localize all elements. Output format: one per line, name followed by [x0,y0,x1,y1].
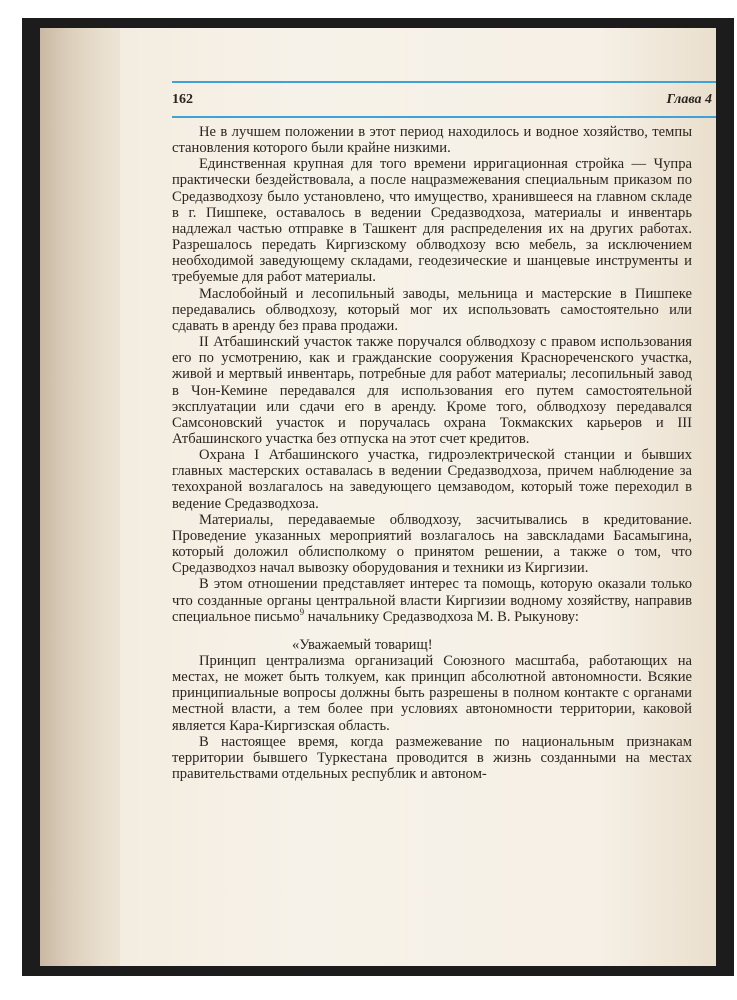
paragraph: Материалы, передаваемые облводхозу, засчитывались в кредитование. Проведение указанных мероприятий возлагалось на завскладами Басамыгина, который доложил облисполкому о принятом решении, а также о том, что Средазводхоз начал вывозку оборудования и техники из Киргизии. [172,511,692,577]
running-header [172,90,716,112]
page-number: 162 [172,92,193,107]
header-rule-top [172,81,716,83]
quote-paragraph: Принцип централизма организаций Союзного масштаба, работающих на местах, не может быть толкуем, как принцип абсолютной автономности. Всякие принципиальные вопросы должны быть разрешены в полном контакте с органами местной власти, а тем более при условиях автономности территории, каковой является Кара-Киргизская область. [172,653,692,734]
paragraph: Не в лучшем положении в этот период находилось и водное хозяйство, темпы становления которого были крайне низкими. [172,124,692,157]
quote-heading: «Уважаемый товарищ! [292,636,433,653]
book-page [120,28,716,966]
header-rule-bottom [172,116,716,118]
paragraph: Маслобойный и лесопильный заводы, мельница и мастерские в Пишпеке передавались облводхозу, который мог их использовать самостоятельно или сдавать в аренду без права продажи. [172,285,692,334]
letter-intro-tail: начальнику Средазводхоза М. В. Рыкунову: [304,608,579,625]
paragraph: Единственная крупная для того времени ирригационная стройка — Чупра практически бездействовала, а после нацразмежевания специальным приказом по Средазводхозу было установлено, что имущество, хранившееся на главном складе в г. Пишпеке, оставалось в ведении Средазводхоза, материалы и инвентарь надлежал частью отправке в Ташкент для распределения их на других работах. Разрешалось передать Киргизскому облводхозу всю мебель, за исключением необходимой заведующему складами, геодезические и шанцевые инструменты и требуемые для работ материалы. [172,156,692,286]
paragraph: Охрана I Атбашинского участка, гидроэлектрической станции и бывших главных мастерских оставалась в ведении Средазводхоза, причем наблюдение за техохраной возлагалось на заведующего цемзаводом, который тоже переходил в ведение Средазводхоза. [172,447,692,512]
chapter-title: Глава 4 [666,92,712,107]
letter-intro-text: В этом отношении представляет интерес та помощь, которую оказали только что созданные органы центральной власти Киргизии водному хозяйству, направив специальное письмо [172,576,692,625]
page-edge-stack [40,28,131,966]
footnote-mark: 9 [299,606,305,617]
paragraph: II Атбашинский участок также поручался облводхозу с правом использования его по усмотрению, как и гражданские сооружения Краснореченского участка, живой и мертвый инвентарь, потребные для работ материалы; лесопильный завод в Чон-Кемине передавался для использования его путем самостоятельной эксплуатации или сдачи его в аренду. Кроме того, облводхозу передавался Самсоновский участок и поручалась охрана Токмакских карьеров и III Атбашинского участка без отпуска на этот счет кредитов. [172,334,692,447]
page-body [172,124,692,782]
quote-paragraph: В настоящее время, когда размежевание по национальным признакам территории бывшего Туркестана проводится в жизнь созданными на местах правительствами отдельных республик и автоном- [172,733,692,783]
paragraph-letter-intro [172,576,692,624]
